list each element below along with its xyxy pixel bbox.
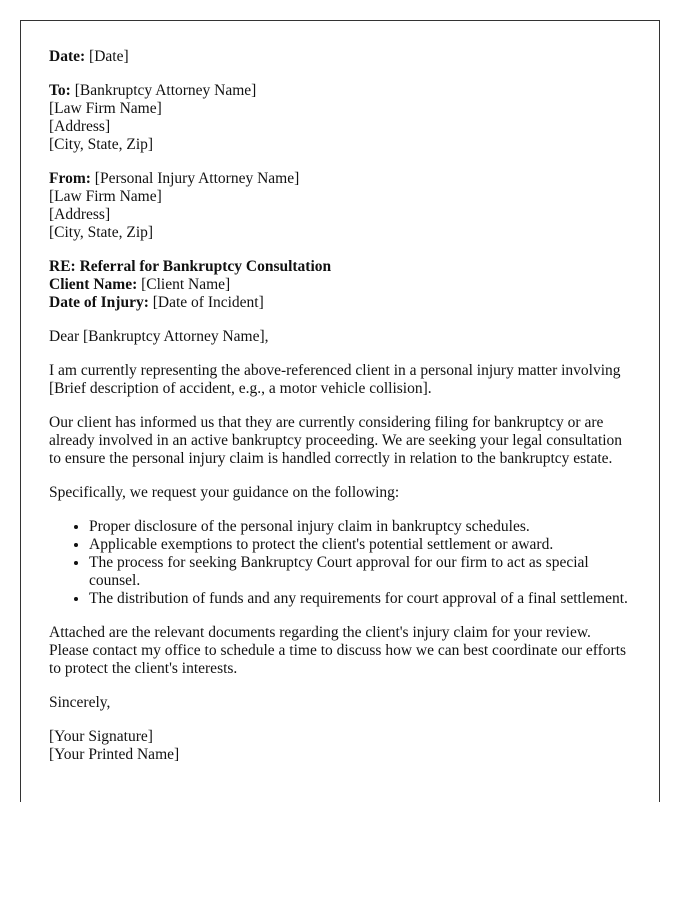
client-name-label: Client Name: bbox=[49, 276, 138, 293]
client-name-value: [Client Name] bbox=[137, 276, 231, 293]
printed-name-line: [Your Printed Name] bbox=[49, 746, 180, 763]
body-paragraph-1: I am currently representing the above-referenced client in a personal injury matter involving [Brief description of accident, e.g., a motor vehicle collision]. bbox=[49, 362, 621, 397]
from-city: [City, State, Zip] bbox=[49, 224, 154, 241]
from-address: [Address] bbox=[49, 206, 111, 223]
list-item: • Applicable exemptions to protect the client's potential settlement or award. bbox=[89, 536, 629, 554]
to-block bbox=[49, 82, 629, 154]
re-subject: RE: Referral for Bankruptcy Consultation bbox=[49, 258, 332, 275]
list-item: • The process for seeking Bankruptcy Court approval for our firm to act as special counsel. bbox=[89, 554, 629, 590]
signature-block bbox=[49, 728, 629, 764]
date-label: Date: bbox=[49, 48, 86, 65]
signature-line: [Your Signature] bbox=[49, 728, 153, 745]
from-label: From: bbox=[49, 170, 91, 187]
date-line bbox=[49, 48, 629, 66]
list-item: • The distribution of funds and any requirements for court approval of a final settlement. bbox=[89, 590, 629, 608]
to-name: [Bankruptcy Attorney Name] bbox=[70, 82, 257, 99]
sign-off: Sincerely, bbox=[49, 694, 111, 711]
to-label: To: bbox=[49, 82, 71, 99]
to-address: [Address] bbox=[49, 118, 111, 135]
injury-date-label: Date of Injury: bbox=[49, 294, 149, 311]
letter-content bbox=[49, 48, 629, 780]
body-paragraph-3: Specifically, we request your guidance on the following: bbox=[49, 484, 400, 501]
guidance-list bbox=[49, 518, 629, 608]
from-name: [Personal Injury Attorney Name] bbox=[90, 170, 300, 187]
to-firm: [Law Firm Name] bbox=[49, 100, 162, 117]
closing-paragraph: Attached are the relevant documents regarding the client's injury claim for your review. Please contact my office to schedule a time to discuss how we can best coordinate our efforts to protect the client's interests. bbox=[49, 624, 627, 677]
list-item: • Proper disclosure of the personal injury claim in bankruptcy schedules. bbox=[89, 518, 629, 536]
body-paragraph-2: Our client has informed us that they are currently considering filing for bankruptcy or are already involved in an active bankruptcy proceeding. We are seeking your legal consultation to ensure the personal injury claim is handled correctly in relation to the bankruptcy estate. bbox=[49, 414, 623, 467]
injury-date-value: [Date of Incident] bbox=[148, 294, 264, 311]
re-block bbox=[49, 258, 629, 312]
letter-page bbox=[20, 20, 660, 802]
from-block bbox=[49, 170, 629, 242]
from-firm: [Law Firm Name] bbox=[49, 188, 162, 205]
date-value: [Date] bbox=[85, 48, 129, 65]
to-city: [City, State, Zip] bbox=[49, 136, 154, 153]
salutation: Dear [Bankruptcy Attorney Name], bbox=[49, 328, 269, 345]
